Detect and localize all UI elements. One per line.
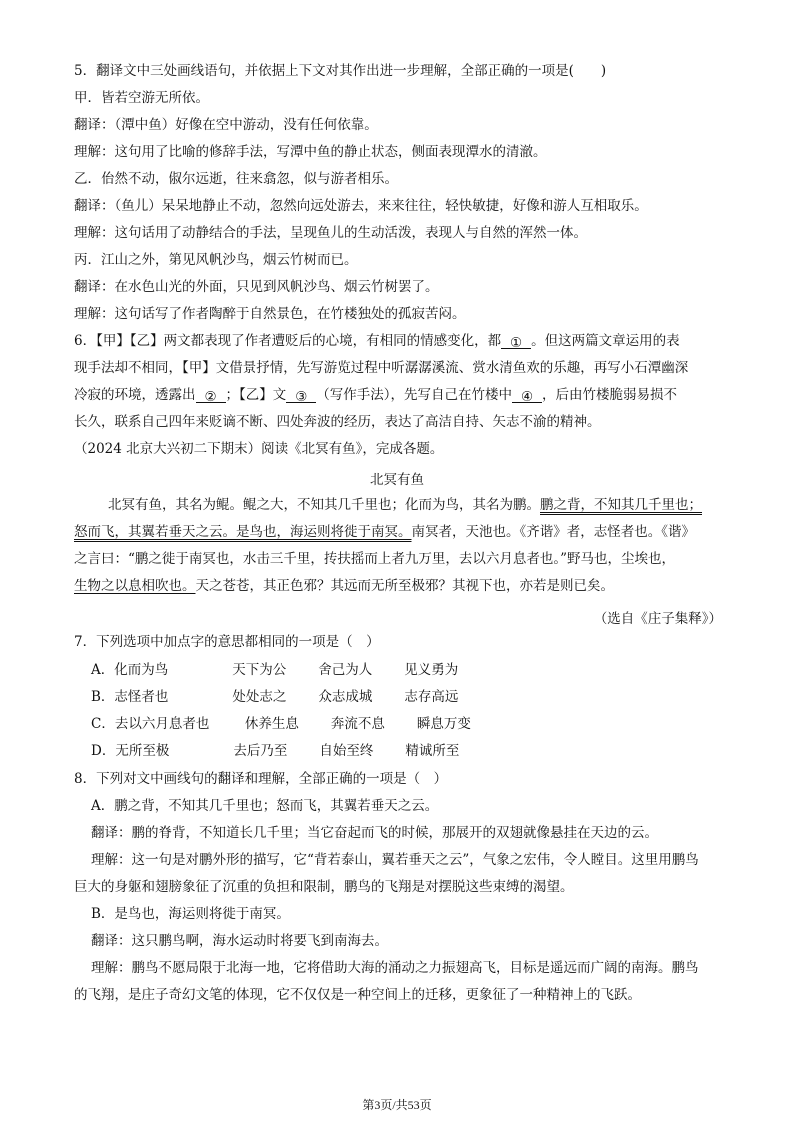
option-word: 瞬息万变 [416, 716, 471, 732]
q6-text-3b: ；【乙】文 [225, 387, 287, 403]
q6-text-3c: （写作手法），先写自己在竹楼中 [316, 387, 512, 403]
option-label: C． [91, 716, 115, 732]
q7-option-a [91, 661, 458, 679]
option-word: 休养生息 [244, 716, 299, 732]
passage-underline-1: 鹏之背，不知其几千里也； [540, 497, 702, 513]
q5-bing-text: 丙．江山之外，第见风帆沙鸟，烟云竹树而已。 [74, 252, 358, 268]
option-label: A． [91, 662, 115, 678]
q5-yi-understanding: 理解：这句话用了动静结合的手法，呈现鱼儿的生动活泼，表现人与自然的浑然一体。 [74, 225, 587, 241]
option-word: 志存高远 [404, 689, 459, 705]
option-word: 天下为公 [232, 662, 287, 678]
q8-stem: 8．下列对文中画线句的翻译和理解，全部正确的一项是（ ） [74, 771, 448, 787]
q5-stem: 5．翻译文中三处画线语句，并依据上下文对其作出进一步理解，全部正确的一项是( ) [74, 63, 607, 79]
q5-yi-text: 乙．佁然不动，俶尔远逝，往来翕忽，似与游者相乐。 [74, 171, 398, 187]
q5-jia-translation: 翻译：（潭中鱼）好像在空中游动，没有任何依靠。 [74, 117, 378, 133]
option-word: 去以六月息者也 [114, 716, 210, 732]
q6-line-4: 长久，联系自己四年来贬谪不断、四处奔波的经历，表达了高洁自持、矢志不渝的精神。 [74, 414, 601, 430]
q5-jia-understanding: 理解：这句用了比喻的修辞手法，写潭中鱼的静止状态，侧面表现潭水的清澈。 [74, 144, 547, 160]
q6-text-1b: 。但这两篇文章运用的表 [531, 333, 680, 349]
q6-line-1 [74, 332, 680, 350]
q6-text-3d: ，后由竹楼脆弱易损不 [542, 387, 677, 403]
q6-text-1a: 6．【甲】【乙】两文都表现了作者遭贬后的心境，有相同的情感变化，都 [74, 333, 502, 349]
q6-blank-3: ③ [286, 388, 316, 403]
q6-blank-2: ② [196, 388, 226, 403]
passage-underline-4: 生物之以息相吹也。 [74, 578, 196, 594]
option-label: B． [91, 689, 115, 705]
passage-line-2 [74, 523, 695, 541]
passage-line-1 [108, 496, 702, 514]
passage-title: 北冥有鱼 [370, 472, 424, 488]
option-word: 化而为鸟 [114, 662, 169, 678]
q5-jia-text: 甲．皆若空游无所依。 [74, 90, 209, 106]
q7-option-b [91, 688, 458, 706]
passage-text-4b: 天之苍苍，其正色邪？其远而无所至极邪？其视下也，亦若是则已矣。 [195, 578, 614, 594]
option-word: 奔流不息 [330, 716, 385, 732]
passage-line-3: 之言曰：“鹏之徙于南冥也，水击三千里，抟扶摇而上者九万里，去以六月息者也。”野马也，尘埃也， [74, 551, 676, 567]
passage-source: （选自《庄子集释》） [593, 611, 722, 627]
q8-a-translation: 翻译：鹏的脊背，不知道长几千里；当它奋起而飞的时候，那展开的双翅就像悬挂在天边的云。 [91, 825, 658, 841]
option-word: 众志成城 [318, 689, 373, 705]
option-word: 志怪者也 [114, 689, 169, 705]
q8-option-a: A．鹏之背，不知其几千里也；怒而飞，其翼若垂天之云。 [91, 798, 439, 814]
option-word: 自始至终 [319, 743, 374, 759]
option-word: 精诚所至 [405, 743, 460, 759]
passage-line-4 [74, 577, 614, 595]
passage-underline-2: 怒而飞，其翼若垂天之云。 [74, 524, 236, 540]
q6-line-2: 现手法却不相同，【甲】文借景抒情，先写游览过程中听潺潺溪流、赏水清鱼欢的乐趣，再写小石潭幽深 [74, 360, 689, 376]
option-word: 见义勇为 [404, 662, 459, 678]
option-word: 去后乃至 [233, 743, 288, 759]
passage-text-1a: 北冥有鱼，其名为鲲。鲲之大，不知其几千里也；化而为鸟，其名为鹏。 [108, 497, 540, 513]
page-number: 第3页/共53页 [362, 1098, 432, 1112]
q7-option-d [91, 742, 459, 760]
q8-b-translation: 翻译：这只鹏鸟啊，海水运动时将要飞到南海去。 [91, 933, 388, 949]
q6-blank-4: ④ [512, 388, 542, 403]
q8-b-understanding-2: 的飞翔，是庄子奇幻文笔的体现，它不仅仅是一种空间上的迁移，更象征了一种精神上的飞跃。 [74, 987, 641, 1003]
option-label: D． [91, 743, 116, 759]
option-word: 处处志之 [232, 689, 287, 705]
passage-intro: （2024 北京大兴初二下期末）阅读《北冥有鱼》，完成各题。 [74, 441, 444, 457]
option-word: 舍己为人 [318, 662, 373, 678]
q7-option-c [91, 715, 471, 733]
passage-underline-3: 是鸟也，海运则将徙于南冥。 [236, 524, 412, 540]
q6-line-3 [74, 386, 677, 404]
q6-text-3a: 冷寂的环境，透露出 [74, 387, 196, 403]
q5-yi-translation: 翻译：（鱼儿）呆呆地静止不动，忽然向远处游去，来来往往，轻快敏捷，好像和游人互相取乐。 [74, 198, 648, 214]
q7-stem: 7．下列选项中加点字的意思都相同的一项是（ ） [74, 634, 380, 650]
q5-bing-translation: 翻译：在水色山光的外面，只见到风帆沙鸟、烟云竹树罢了。 [74, 279, 439, 295]
q8-b-understanding-1: 理解：鹏鸟不愿局限于北海一地，它将借助大海的涌动之力振翅高飞，目标是遥远而广阔的南海。鹏鸟 [91, 960, 699, 976]
q8-option-b: B．是鸟也，海运则将徙于南冥。 [91, 906, 290, 922]
option-word: 无所至极 [115, 743, 170, 759]
q8-a-understanding-1: 理解：这一句是对鹏外形的描写，它“背若泰山，翼若垂天之云”，气象之宏伟，令人瞠目。这里用鹏鸟 [91, 852, 699, 868]
q8-a-understanding-2: 巨大的身躯和翅膀象征了沉重的负担和限制，鹏鸟的飞翔是对摆脱这些束缚的渴望。 [74, 879, 574, 895]
passage-text-2c: 南冥者，天池也。《齐谐》者，志怪者也。《谐》 [411, 524, 695, 540]
q6-blank-1: ① [501, 334, 531, 349]
q5-bing-understanding: 理解：这句话写了作者陶醉于自然景色，在竹楼独处的孤寂苦闷。 [74, 306, 466, 322]
